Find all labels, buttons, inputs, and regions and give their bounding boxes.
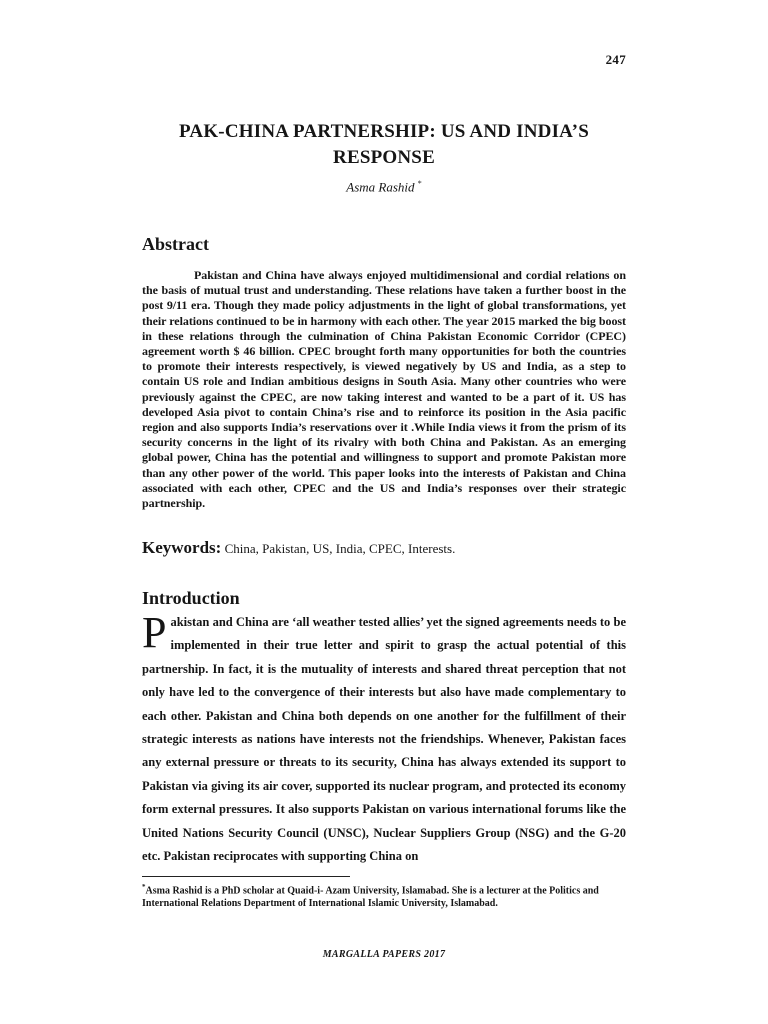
introduction-dropcap: P [142, 608, 167, 657]
author-name: Asma Rashid [346, 179, 415, 195]
keywords-line [142, 538, 626, 558]
keywords-text: China, Pakistan, US, India, CPEC, Interests. [224, 541, 456, 556]
page-number: 247 [605, 52, 626, 67]
introduction-text [142, 608, 626, 868]
author-line [142, 179, 626, 195]
paper-title: PAK-CHINA PARTNERSHIP: US AND INDIA’S RESPONSE [179, 121, 589, 168]
abstract-heading: Abstract [142, 234, 209, 254]
abstract-text: Pakistan and China have always enjoyed multidimensional and cordial relations on the basis of mutual trust and understanding. These relations have taken a further boost in the post 9/11 era. Though they made policy adjustments in the light of global transformations, yet their relations continued to be in harmony with each other. The year 2015 marked the big boost in these relations through the culmination of China Pakistan Economic Corridor (CPEC) agreement worth $ 46 billion. CPEC brought forth many opportunities for both the countries to promote their interests respectively, is viewed negatively by US and India, as a step to contain US role and Indian ambitious designs in South Asia. Many other countries who were previously against the CPEC, are now taking interest and wanted to be a part of it. US has developed Asia pivot to contain China’s rise and to reinforce its position in the Asia pacific region and also supports India’s reservations over it .While India views it from the prism of its security concerns in the light of its rivalry with both China and Pakistan. As an emerging global power, China has the potential and willingness to support and promote Pakistan more than any other power of the world. This paper looks into the interests of Pakistan and China associated with each other, CPEC and the US and India’s responses over their strategic partnership. [142, 268, 626, 511]
footnote-divider [142, 876, 350, 877]
introduction-body: akistan and China are ‘all weather tested allies’ yet the signed agreements needs to be implemented in their true letter and spirit to grasp the actual potential of this partnership. In fact, it is the mutuality of interests and shared threat perception that not only have led to the convergence of their interests but also have made complementary to each other. Pakistan and China both depends on one another for the fulfillment of their strategic interests as nations have interests not the friendships. Whenever, Pakistan faces any external pressure or threats to its security, China has always extended its support to Pakistan via giving its air cover, supported its nuclear program, and protected its economy form external pressures. It also supports Pakistan on various international forums like the United Nations Security Council (UNSC), Nuclear Suppliers Group (NSG) and the G-20 etc. Pakistan reciprocates with supporting China on [142, 615, 626, 864]
author-footnote-marker: * [417, 179, 422, 188]
footnote [142, 881, 626, 910]
running-footer: MARGALLA PAPERS 2017 [322, 949, 446, 960]
footnote-text: Asma Rashid is a PhD scholar at Quaid-i- Azam University, Islamabad. She is a lecturer at the Politics and International Relations Department of International Islamic University, Islamabad. [142, 885, 599, 910]
footnote-marker: * [142, 883, 146, 891]
introduction-heading: Introduction [142, 588, 240, 608]
keywords-label: Keywords: [142, 538, 222, 557]
